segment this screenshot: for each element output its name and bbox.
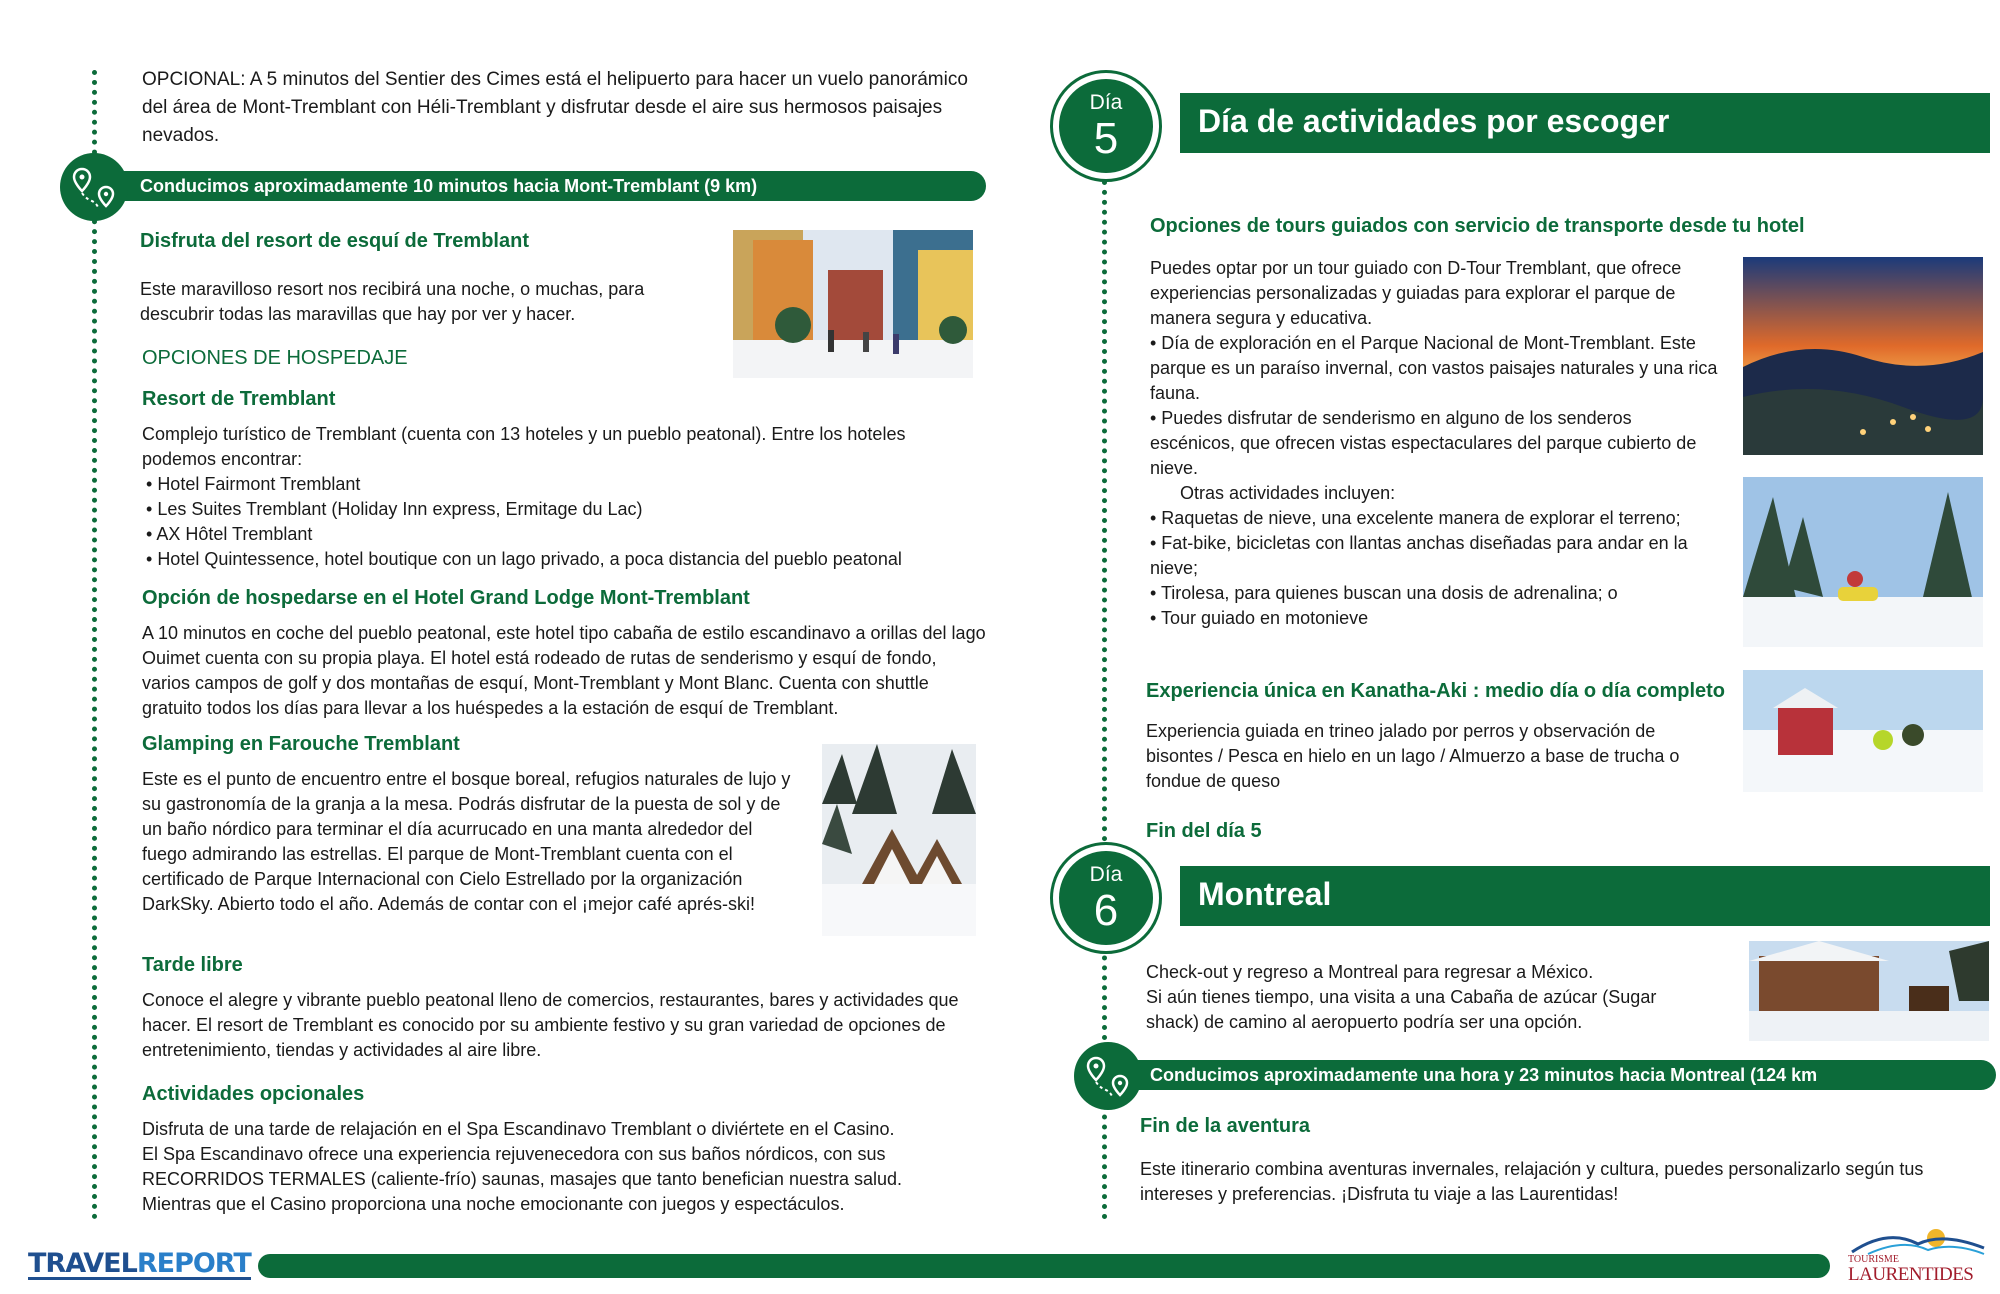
- glamping-photo: [822, 744, 976, 936]
- tours-line: Otras actividades incluyen:: [1150, 483, 1396, 503]
- day6-text: [1146, 960, 1706, 1035]
- travelreport-logo: [28, 1248, 251, 1280]
- resort-text: Este maravilloso resort nos recibirá una noche, o muchas, para descubrir todas las maravillas que hay por ver y hacer.: [140, 279, 645, 324]
- optional-activities-heading: Actividades opcionales: [142, 1083, 365, 1105]
- day6-line: Check-out y regreso a Montreal para regresar a México.: [1146, 962, 1594, 982]
- optional-activities-line: El Spa Escandinavo ofrece una experiencia rejuvenecedora con sus baños nórdicos, con sus RECORRIDOS TERMALES (caliente-frío) saunas, masajes que tanto benefician nuestra salud.: [142, 1144, 903, 1189]
- hotel-item: • Hotel Quintessence, hotel boutique con un lago privado, a poca distancia del pueblo peatonal: [146, 547, 986, 572]
- glamping-text: Este es el punto de encuentro entre el bosque boreal, refugios naturales de lujo y su gastronomía de la granja a la mesa. Podrás disfrutar de la puesta de sol y de un baño nórdico para terminar el día acurrucado en una manta alrededor del fuego admirando las estrellas. El parque de Mont-Tremblant cuenta con el certificado de Parque Internacional con Cielo Estrellado por la organización DarkSky. Abierto todo el año. Además de contar con el ¡mejor café aprés-ski!: [142, 769, 791, 914]
- route-pin-icon: [60, 153, 128, 221]
- optional-activities-line: Disfruta de una tarde de relajación en el Spa Escandinavo Tremblant o diviértete en el Casino.: [142, 1119, 895, 1139]
- day6-title: Montreal: [1180, 866, 1990, 926]
- adventure-end-heading: Fin de la aventura: [1140, 1115, 1311, 1137]
- optional-text: OPCIONAL: A 5 minutos del Sentier des Cimes está el helipuerto para hacer un vuelo panorámico del área de Mont-Tremblant con Héli-Tremblant y disfrutar desde el aire sus hermosos paisajes nevados.: [142, 69, 968, 146]
- sugar-shack-photo: [1749, 941, 1989, 1041]
- route-pin-icon: [1074, 1042, 1142, 1110]
- free-afternoon-text: Conoce el alegre y vibrante pueblo peatonal lleno de comercios, restaurantes, bares y actividades que hacer. El resort de Tremblant es conocido por su ambiente festivo y su gran variedad de opciones de entretenimiento, tiendas y actividades al aire libre.: [142, 990, 959, 1060]
- drive-bar-left: Conducimos aproximadamente 10 minutos hacia Mont-Tremblant (9 km): [94, 171, 986, 201]
- footer-bar: [258, 1254, 1830, 1278]
- logo-small-text: TOURISME: [1848, 1254, 1899, 1265]
- hotel-list: [146, 472, 986, 572]
- adventure-end-text: Este itinerario combina aventuras invernales, relajación y cultura, puedes personalizarlo según tus intereses y preferencias. ¡Disfruta tu viaje a las Laurentidas!: [1140, 1159, 1924, 1204]
- lodging-title: OPCIONES DE HOSPEDAJE: [142, 347, 408, 369]
- resort-tremblant-text: Complejo turístico de Tremblant (cuenta con 13 hoteles y un pueblo peatonal). Entre los hoteles podemos encontrar:: [142, 424, 906, 469]
- hotel-item: • Hotel Fairmont Tremblant: [146, 472, 986, 497]
- left-timeline: [92, 70, 97, 1220]
- day-label: Día: [1089, 91, 1123, 114]
- snowmobile-photo: [1743, 477, 1983, 647]
- logo-part-travel: TRAVEL: [28, 1248, 137, 1279]
- grand-lodge-heading: Opción de hospedarse en el Hotel Grand Lodge Mont-Tremblant: [142, 587, 750, 609]
- resort-tremblant-heading: Resort de Tremblant: [142, 388, 336, 410]
- optional-activities-line: Mientras que el Casino proporciona una noche emocionante con juegos y espectáculos.: [142, 1194, 845, 1214]
- grand-lodge-text: A 10 minutos en coche del pueblo peatonal, este hotel tipo cabaña de estilo escandinavo a orillas del lago Ouimet cuenta con su propia playa. El hotel está rodeado de rutas de senderismo y esquí de fondo, varios campos de golf y dos montañas de esquí, Mont-Tremblant y Mont Blanc. Cuenta con shuttle gratuito todos los días para llevar a los huéspedes a la estación de esquí de Tremblant.: [142, 623, 986, 718]
- kanatha-heading: Experiencia única en Kanatha-Aki : medio día o día completo: [1146, 680, 1726, 702]
- kanatha-text: Experiencia guiada en trineo jalado por perros y observación de bisontes / Pesca en hielo en un lago / Almuerzo a base de trucha o fondue de queso: [1146, 721, 1680, 791]
- hotel-item: • Les Suites Tremblant (Holiday Inn express, Ermitage du Lac): [146, 497, 986, 522]
- tourisme-laurentides-logo: [1848, 1222, 1988, 1288]
- village-photo: [733, 230, 973, 378]
- tours-line: • Día de exploración en el Parque Nacional de Mont-Tremblant. Este parque es un paraíso invernal, con vastos paisajes naturales y una rica fauna.: [1150, 333, 1718, 403]
- tours-heading: Opciones de tours guiados con servicio de transporte desde tu hotel: [1150, 215, 1805, 237]
- tours-line: • Raquetas de nieve, una excelente manera de explorar el terreno;: [1150, 508, 1681, 528]
- sunset-photo: [1743, 257, 1983, 455]
- day-number: 5: [1093, 114, 1119, 163]
- day-number: 6: [1093, 886, 1119, 935]
- glamping-heading: Glamping en Farouche Tremblant: [142, 733, 460, 755]
- day-label: Día: [1089, 863, 1123, 886]
- day5-end: Fin del día 5: [1146, 820, 1262, 842]
- day5-title: Día de actividades por escoger: [1180, 93, 1990, 153]
- tours-line: • Puedes disfrutar de senderismo en alguno de los senderos escénicos, que ofrecen vistas espectaculares del parque cubierto de nieve.: [1150, 408, 1697, 478]
- hotel-item: • AX Hôtel Tremblant: [146, 522, 986, 547]
- day5-badge: [1050, 70, 1162, 182]
- tours-line: • Tour guiado en motonieve: [1150, 608, 1369, 628]
- tours-line: • Fat-bike, bicicletas con llantas anchas diseñadas para andar en la nieve;: [1150, 533, 1688, 578]
- optional-activities-text: [142, 1117, 962, 1217]
- logo-big-text: LAURENTIDES: [1848, 1264, 1974, 1285]
- ice-fishing-photo: [1743, 670, 1983, 792]
- logo-part-report: REPORT: [136, 1248, 251, 1279]
- tours-text: [1150, 256, 1720, 631]
- free-afternoon-heading: Tarde libre: [142, 954, 243, 976]
- drive-bar-right: Conducimos aproximadamente una hora y 23 minutos hacia Montreal (124 km: [1108, 1060, 1996, 1090]
- day6-badge: [1050, 842, 1162, 954]
- tours-line: Puedes optar por un tour guiado con D-Tour Tremblant, que ofrece experiencias personalizadas y guiadas para explorar el parque de manera segura y educativa.: [1150, 258, 1682, 328]
- day6-line: Si aún tienes tiempo, una visita a una Cabaña de azúcar (Sugar shack) de camino al aeropuerto podría ser una opción.: [1146, 987, 1657, 1032]
- resort-heading: Disfruta del resort de esquí de Tremblant: [140, 230, 529, 252]
- tours-line: • Tirolesa, para quienes buscan una dosis de adrenalina; o: [1150, 583, 1618, 603]
